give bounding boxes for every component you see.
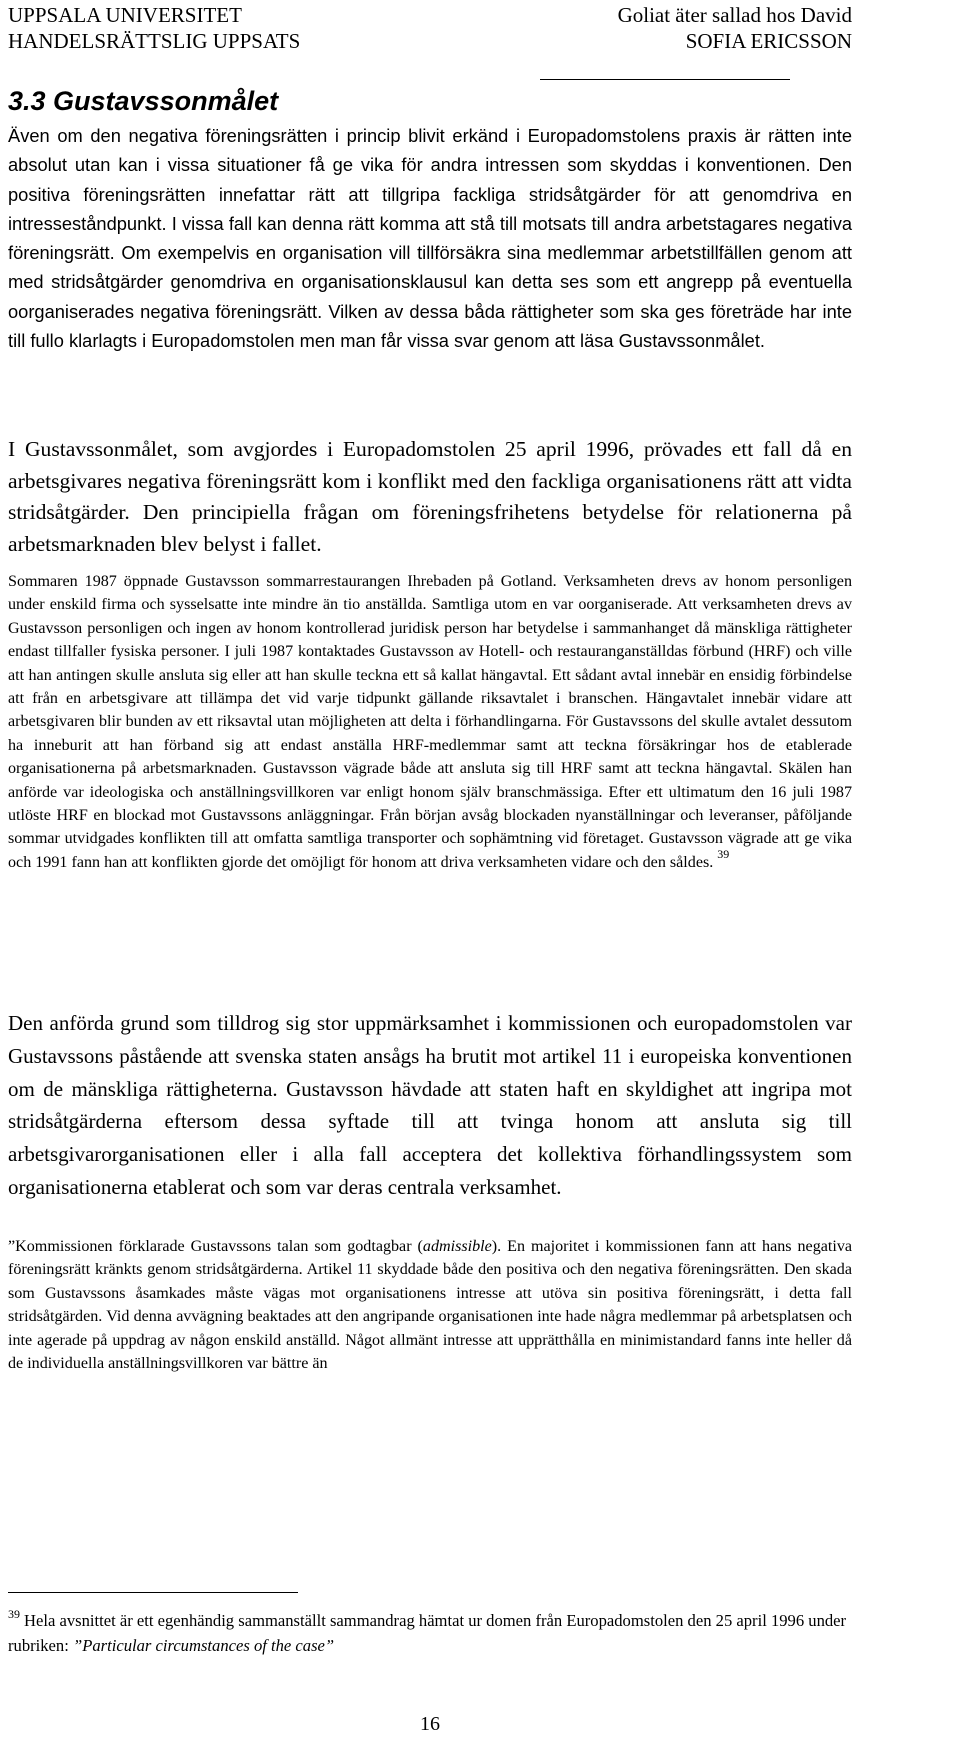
footnote-separator <box>8 1592 298 1593</box>
paragraph-4: Den anförda grund som tilldrog sig stor uppmärksamhet i kommissionen och europadomstolen var Gustavssons påstående att svenska staten ansågs ha brutit mot artikel 11 i europeiska konventionen om de mänskliga rättigheterna. Gustavsson hävdade att staten haft en skyldighet att ingripa mot stridsåtgärderna eftersom dessa syftade till att tvinga honom att ansluta sig till arbetsgivarorganisationen eller i alla fall acceptera det kollektiva förhandlingssystem som organisationerna etablerat och som var deras centrala verksamhet. <box>8 1011 852 1199</box>
paragraph-3 <box>8 570 852 874</box>
quote-text-end: ). En majoritet i kommissionen fann att hans negativa föreningsrätt kränkts genom stridsåtgärderna. Artikel 11 skyddade både den positiva och den negativa föreningsrätten. Den skada som Gustavssons åsamkades måste vägas mot organisationens intresse att utöva sin positiva föreningsrätt, i detta fall stridsåtgärden. Vid denna avvägning beaktades att den angripande organisationen inte hade några medlemmar på arbetsplatsen och inte agerade på uppdrag av någon enskild anställd. Något allmänt intresse att upprätthålla en minimistandard fanns inte heller då de individuella anställningsvillkoren var bättre än <box>8 1238 853 1373</box>
paragraph-3-text: Sommaren 1987 öppnade Gustavsson sommarrestaurangen Ihrebaden på Gotland. Verksamheten drevs av honom personligen under enskild firma och sysselsatte inte mindre än tio anställda. Samtliga utom en var oorganiserade. Att verksamheten drevs av Gustavsson personligen och ingen av honom kontrollerad juridisk person har betydelse i sammanhanget då mänskliga rättigheter endast tillfaller fysiska personer. I juli 1987 kontaktades Gustavsson av Hotell- och restauranganställdas förbund (HRF) och ville att han antingen skulle ansluta sig eller att han skulle teckna ett så kallat hängavtal. Ett sådant avtal innebär en ensidig förbindelse att från en arbetsgivare att tillämpa det vid varje tidpunkt gällande riksavtalet i branschen. Hängavtalet innebär vidare att arbetsgivaren blir bunden av ett riksavtal utan möjligheten att delta i förhandlingarna. För Gustavssons del skulle avtalet dessutom ha inneburit att han förband sig att endast anställa HRF-medlemmar samt att teckna försäkringar hos de etablerade organisationerna på arbetsmarknaden. Gustavsson vägrade både att ansluta sig till HRF samt att teckna hängavtal. Skälen han anförde var ideologiska och anställningsvillkoren var enligt honom själv branschmässiga. Efter ett ultimatum den 16 juli 1987 utlöste HRF en blockad mot Gustavssons anläggningar. Från början avsåg blockaden nyanställningar och leveranser, påföljande sommar utvidgades konflikten till att omfatta samtliga transporter och sophämtning vid företaget. Gustavsson vägrade att ge vika och 1991 fann han att konflikten gjorde det omöjligt för honom att driva verksamheten vidare och den såldes. <box>8 573 852 871</box>
header-right <box>618 2 852 54</box>
paragraph-1: Även om den negativa föreningsrätten i princip blivit erkänd i Europadomstolens praxis är rätten inte absolut utan kan i vissa situationer få ge vika för andra intressen som skyddas i konventionen. Den positiva föreningsrätten innefattar rätt att tillgripa fackliga stridsåtgärder för att genomdriva en intresseståndpunkt. I vissa fall kan denna rätt komma att stå till motsats till andra arbetstagares negativa föreningsrätt. Om exempelvis en organisation vill tillförsäkra sina medlemmar arbetstillfällen genom att med stridsåtgärder genomdriva en organisationsklausul kan detta ses som ett angrepp på eventuella oorganiserades negativa föreningsrätt. Vilken av dessa båda rättigheter som ska ges företräde har inte till fullo klarlagts i Europadomstolen men man får vissa svar genom att läsa Gustavssonmålet. <box>8 125 852 352</box>
header-rule <box>540 79 790 80</box>
footnote-number: 39 <box>8 1607 20 1621</box>
document-type: HANDELSRÄTTSLIG UPPSATS <box>8 29 301 53</box>
footnote <box>8 1608 852 1658</box>
document-title: Goliat äter sallad hos David <box>617 3 852 27</box>
quote-italic-term: admissible <box>422 1238 492 1255</box>
section-heading: 3.3 Gustavssonmålet <box>8 86 279 116</box>
page-number: 16 <box>420 1713 440 1735</box>
header-left <box>8 2 300 54</box>
footnote-text: Hela avsnittet är ett egenhändig sammanställt sammandrag hämtat ur domen från Europadomstolen den 25 april 1996 under rubriken: <box>8 1611 847 1655</box>
footnote-italic-title: ”Particular circumstances of the case” <box>72 1636 335 1655</box>
quote-text-start: ”Kommissionen förklarade Gustavssons talan som godtagbar ( <box>8 1238 423 1255</box>
university-name: UPPSALA UNIVERSITET <box>8 3 242 27</box>
author-name: SOFIA ERICSSON <box>685 29 852 53</box>
footnote-reference: 39 <box>717 846 730 861</box>
paragraph-2: I Gustavssonmålet, som avgjordes i Europadomstolen 25 april 1996, prövades ett fall då en arbetsgivares negativa föreningsrätt kom i konflikt med den fackliga organisationens rätt att vidta stridsåtgärder. Den principiella frågan om föreningsfrihetens betydelse för relationerna på arbetsmarknaden blev belyst i fallet. <box>8 437 852 557</box>
quote-paragraph <box>8 1235 852 1375</box>
